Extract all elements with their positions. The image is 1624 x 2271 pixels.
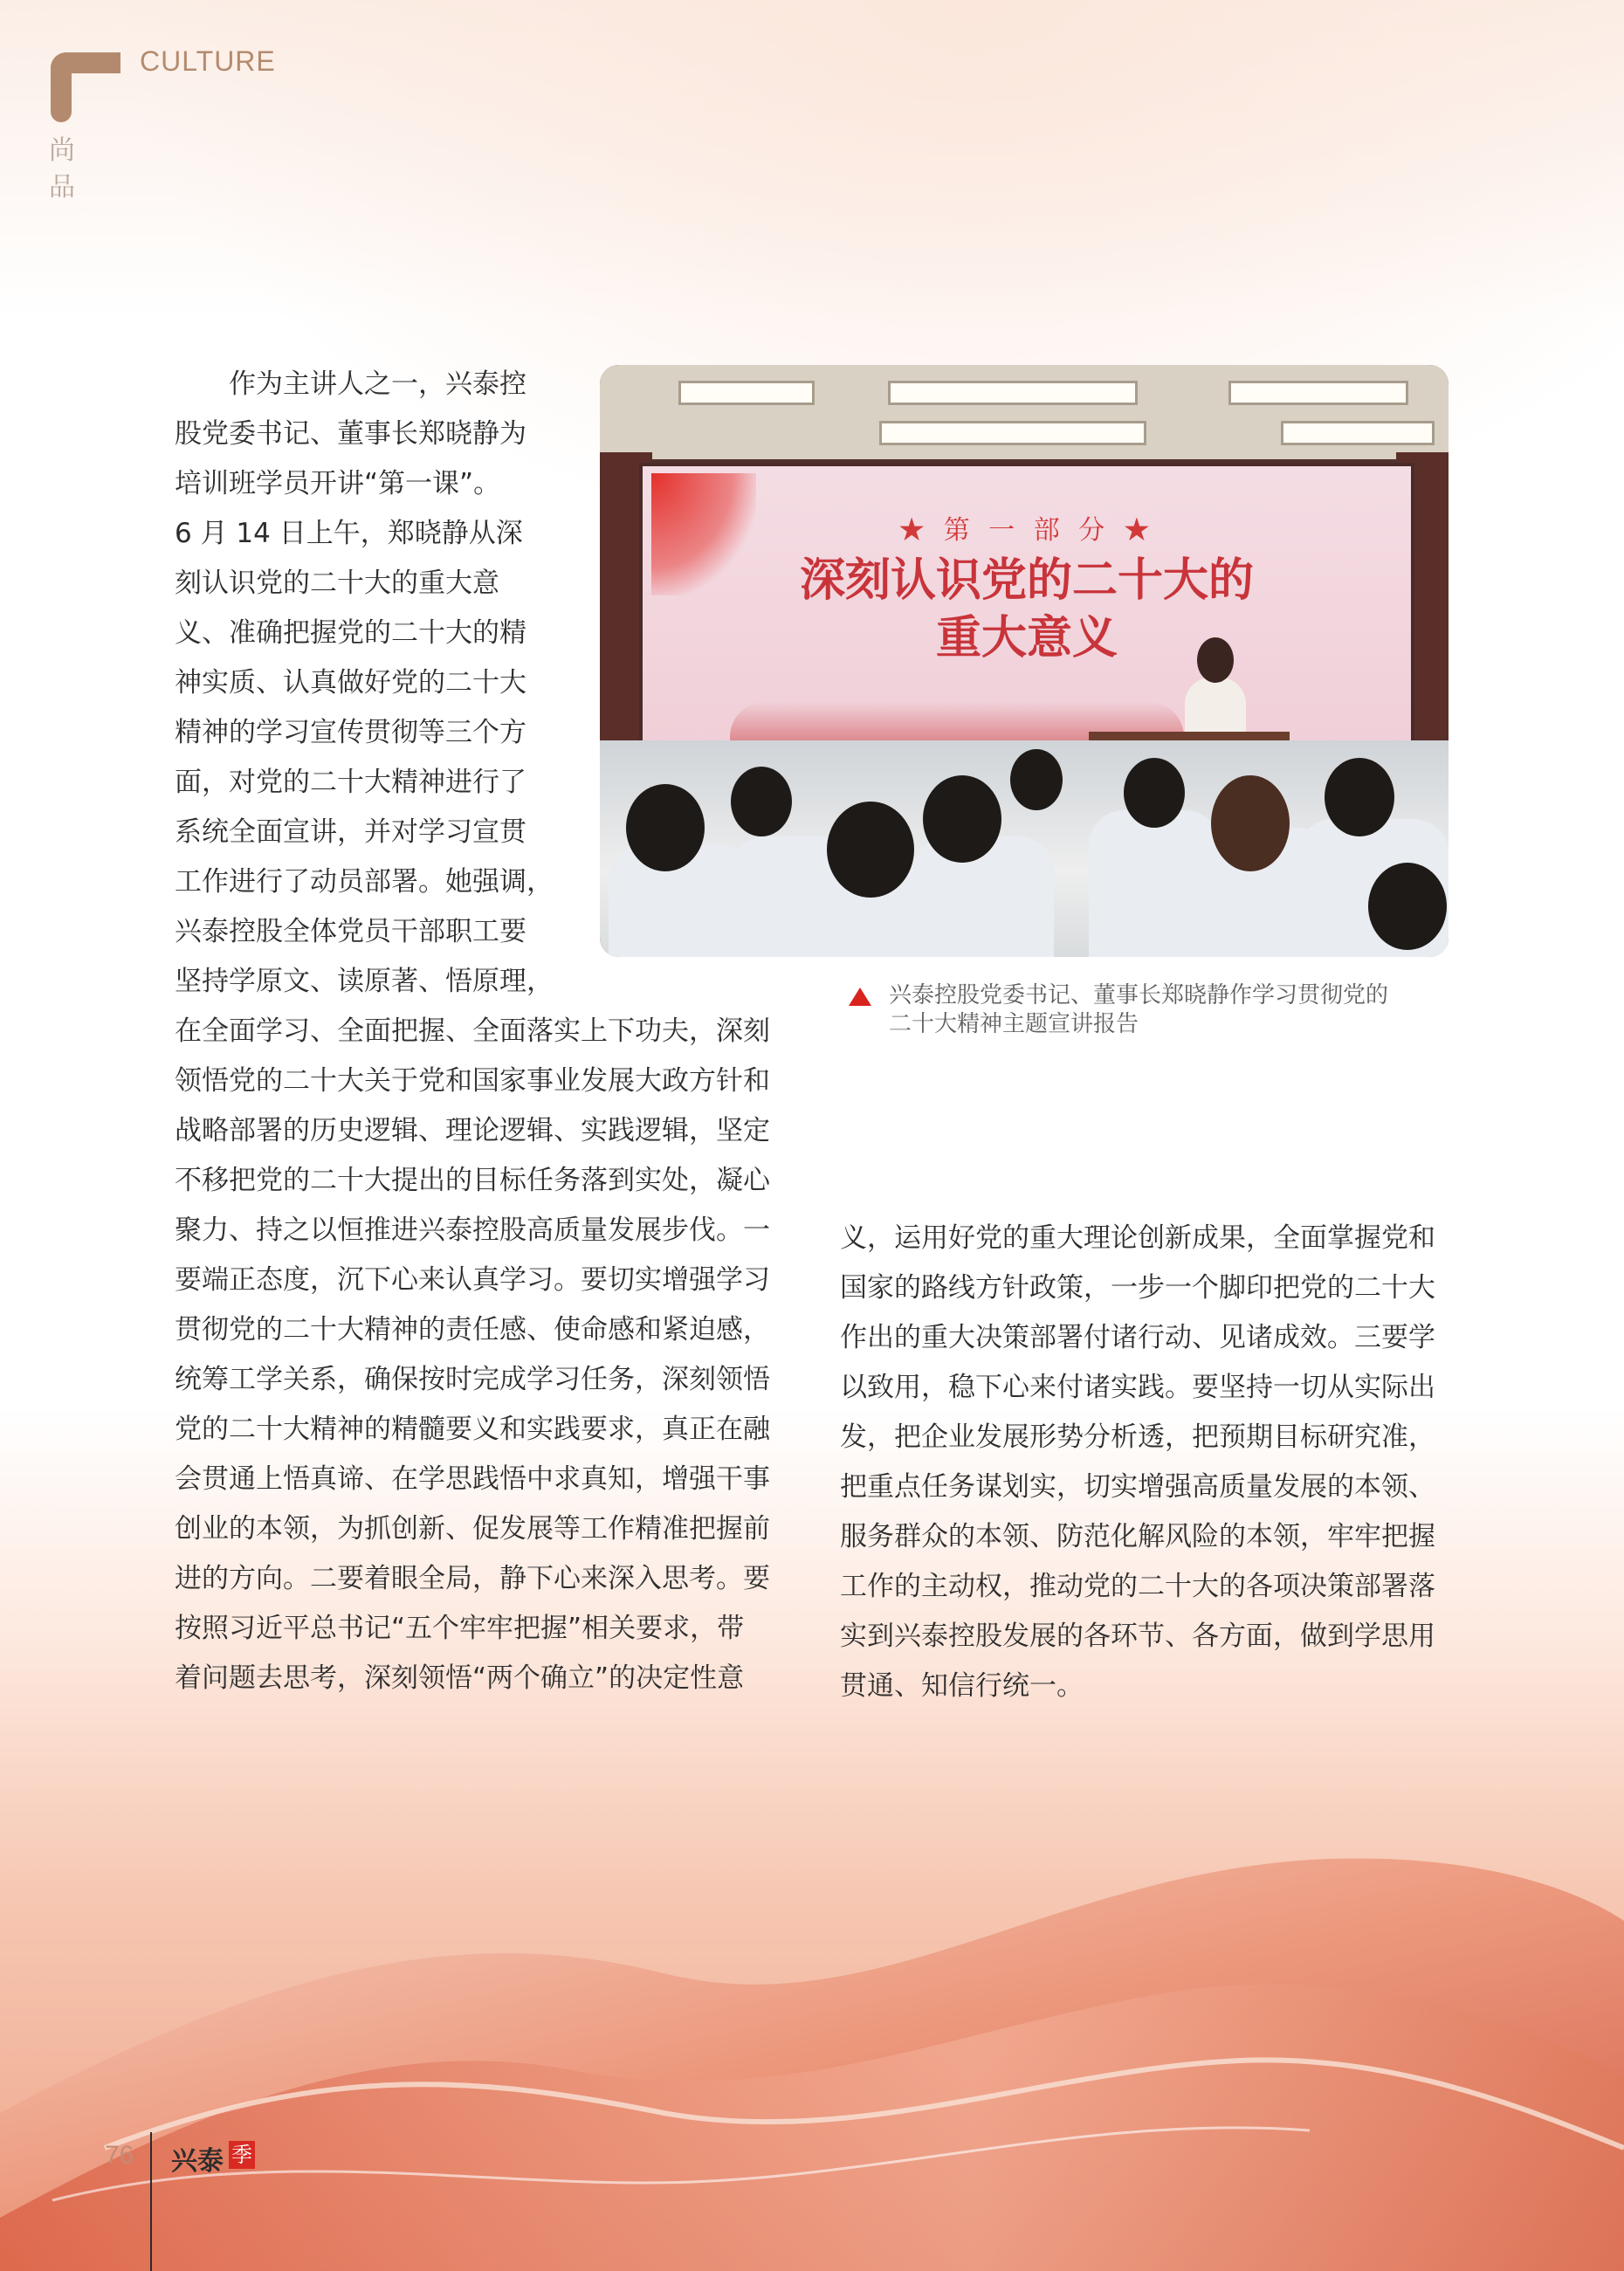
body-line: 坚持学原文、读原著、悟原理， [175, 966, 554, 997]
lecture-photo [600, 365, 1449, 957]
body-line: 刻认识党的二十大的重大意 [175, 568, 499, 599]
body-line: 着问题去思考，深刻领悟“两个确立”的决定性意 [175, 1662, 745, 1694]
corner-bracket-icon [51, 52, 120, 122]
body-line: 作为主讲人之一，兴泰控 [175, 368, 526, 400]
projection-screen [639, 463, 1414, 784]
body-line: 党的二十大精神的精髓要义和实践要求，真正在融 [175, 1414, 770, 1445]
section-label: CULTURE [140, 45, 276, 77]
section-char-1: 尚 [49, 135, 75, 166]
body-line: 实到兴泰控股发展的各环节、各方面，做到学思用 [840, 1621, 1435, 1652]
body-line: 不移把党的二十大提出的目标任务落到实处，凝心 [175, 1165, 770, 1196]
body-line: 战略部署的历史逻辑、理论逻辑、实践逻辑，坚定 [175, 1115, 770, 1146]
screen-title [643, 552, 1411, 667]
body-line: 要端正态度，沉下心来认真学习。要切实增强学习 [175, 1264, 770, 1296]
audience [600, 740, 1449, 957]
caption-line: 兴泰控股党委书记、董事长郑晓静作学习贯彻党的 [889, 982, 1389, 1008]
body-line: 工作的主动权，推动党的二十大的各项决策部署落 [840, 1571, 1435, 1602]
footer-divider [150, 2132, 152, 2271]
body-line: 贯彻党的二十大精神的责任感、使命感和紧迫感， [175, 1314, 770, 1345]
screen-title-line: 重大意义 [935, 611, 1118, 664]
section-vertical-label [49, 133, 77, 206]
body-line: 贯通、知信行统一。 [840, 1670, 1084, 1702]
body-line: 国家的路线方针政策，一步一个脚印把党的二十大 [840, 1272, 1435, 1304]
magazine-name: 兴泰 [171, 2146, 224, 2177]
body-line: 发，把企业发展形势分析透，把预期目标研究准， [840, 1421, 1435, 1453]
body-line: 神实质、认真做好党的二十大 [175, 667, 526, 699]
body-line: 义，运用好党的重大理论创新成果，全面掌握党和 [840, 1222, 1435, 1254]
body-line: 股党委书记、董事长郑晓静为 [175, 418, 526, 450]
body-line: 培训班学员开讲“第一课”。 [175, 468, 501, 499]
body-line: 按照习近平总书记“五个牢牢把握”相关要求，带 [175, 1613, 745, 1644]
photo-ceiling [600, 365, 1449, 459]
silk-decoration [0, 1659, 1624, 2271]
body-line: 领悟党的二十大关于党和国家事业发展大政方针和 [175, 1065, 770, 1097]
body-line: 服务群众的本领、防范化解风险的本领，牢牢把握 [840, 1521, 1435, 1552]
body-line: 义、准确把握党的二十大的精 [175, 617, 526, 649]
body-line: 聚力、持之以恒推进兴泰控股高质量发展步伐。一 [175, 1215, 770, 1246]
body-line: 创业的本领，为抓创新、促发展等工作精准把握前 [175, 1513, 770, 1545]
caption-triangle-icon [849, 988, 871, 1006]
body-line: 在全面学习、全面把握、全面落实上下功夫，深刻 [175, 1015, 770, 1047]
body-line: 进的方向。二要着眼全局，静下心来深入思考。要 [175, 1563, 770, 1594]
body-line: 作出的重大决策部署付诸行动、见诸成效。三要学 [840, 1322, 1435, 1353]
body-line: 精神的学习宣传贯彻等三个方 [175, 717, 526, 748]
photo-caption [889, 981, 1456, 1039]
body-line: 会贯通上悟真谛、在学思践悟中求真知，增强干事 [175, 1463, 770, 1495]
body-line: 统筹工学关系，确保按时完成学习任务，深刻领悟 [175, 1364, 770, 1395]
caption-line: 二十大精神主题宣讲报告 [889, 1011, 1139, 1037]
body-line: 6 月 14 日上午，郑晓静从深 [175, 518, 523, 549]
body-line: 兴泰控股全体党员干部职工要 [175, 916, 526, 947]
body-line: 面，对党的二十大精神进行了 [175, 767, 526, 798]
magazine-mark: 季 [229, 2141, 255, 2169]
body-line: 以致用，稳下心来付诸实践。要坚持一切从实际出 [840, 1372, 1435, 1403]
body-line: 把重点任务谋划实，切实增强高质量发展的本领、 [840, 1471, 1435, 1503]
screen-title-line: 深刻认识党的二十大的 [799, 554, 1254, 607]
body-line: 工作进行了动员部署。她强调， [175, 866, 554, 898]
page-number: 76 [105, 2141, 134, 2170]
body-line: 系统全面宣讲，并对学习宣贯 [175, 816, 526, 848]
section-char-2: 品 [49, 172, 75, 203]
screen-subtitle: ★ 第 一 部 分 ★ [898, 515, 1155, 546]
